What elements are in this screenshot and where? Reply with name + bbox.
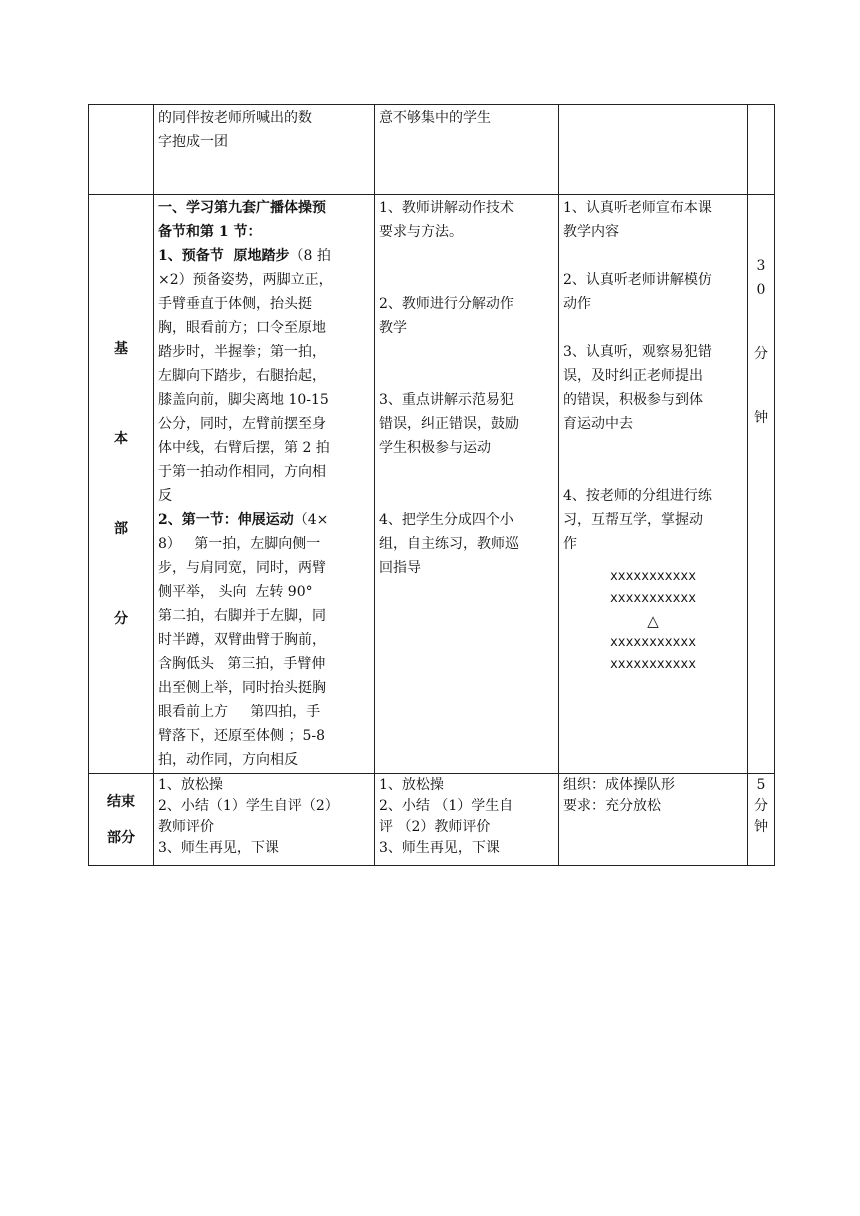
student-line: 作 xyxy=(563,536,577,552)
formation-row: xxxxxxxxxxx xyxy=(609,569,697,584)
section-char: 部分 xyxy=(107,829,135,846)
time-cell-empty xyxy=(748,105,775,195)
content-cell xyxy=(154,195,375,774)
teacher-line: 要求与方法。 xyxy=(379,224,463,240)
teacher-line: 错误，纠正错误，鼓励 xyxy=(379,416,519,432)
content-line: 含胸低头 第三拍，手臂伸 xyxy=(158,656,326,672)
content-line: 的同伴按老师所喊出的数 xyxy=(158,110,312,126)
teacher-triangle-marker: △ xyxy=(647,612,659,630)
teacher-line: 学生积极参与运动 xyxy=(379,440,491,456)
teacher-line: 2、教师进行分解动作 xyxy=(379,296,514,312)
time-char: 钟 xyxy=(754,410,768,426)
student-line: 组织：成体操队形 xyxy=(563,777,675,793)
teacher-line: 回指导 xyxy=(379,560,421,576)
formation-diagram xyxy=(563,566,743,676)
content-line: 第二拍，右脚并于左脚，同 xyxy=(158,608,326,624)
student-cell-empty xyxy=(559,105,748,195)
student-line: 4、按老师的分组进行练 xyxy=(563,488,712,504)
time-char: 分 xyxy=(754,346,768,362)
content-line: 侧平举， 头向 左转 90° xyxy=(158,584,313,600)
student-line: 教学内容 xyxy=(563,224,619,240)
content-line: 步，与肩同宽，同时，两臂 xyxy=(158,560,326,576)
student-line: 习，互帮互学，掌握动 xyxy=(563,512,703,528)
formation-row: xxxxxxxxxxx xyxy=(609,591,697,606)
teacher-line: 3、师生再见，下课 xyxy=(379,840,500,856)
content-title-line: 一、学习第九套广播体操预 xyxy=(158,200,326,216)
content-line: 2、小结（1）学生自评（2） xyxy=(158,798,339,814)
content-line: 3、师生再见，下课 xyxy=(158,840,279,856)
content-line: （4× xyxy=(293,512,329,528)
teacher-line: 1、教师讲解动作技术 xyxy=(379,200,514,216)
formation-row: xxxxxxxxxxx xyxy=(609,635,697,650)
content-cell xyxy=(154,774,375,866)
time-char: 钟 xyxy=(754,819,768,835)
student-line: 要求：充分放松 xyxy=(563,798,661,814)
section-label-end xyxy=(89,774,154,866)
student-line: 2、认真听老师讲解模仿 xyxy=(563,272,712,288)
time-char: 0 xyxy=(756,282,766,298)
teacher-line: 2、小结 （1）学生自 xyxy=(379,798,514,814)
teacher-line: 4、把学生分成四个小 xyxy=(379,512,514,528)
time-char: 3 xyxy=(756,258,766,274)
section-cell-empty xyxy=(89,105,154,195)
time-char: 5 xyxy=(756,777,766,793)
formation-row: xxxxxxxxxxx xyxy=(609,657,697,672)
content-line: 于第一拍动作相同，方向相 xyxy=(158,464,326,480)
content-line: 左脚向下踏步，右腿抬起， xyxy=(158,368,326,384)
content-cell xyxy=(154,105,375,195)
content-line: 膝盖向前，脚尖离地 10-15 xyxy=(158,392,329,408)
content-title-line: 备节和第 1 节： xyxy=(158,224,262,240)
content-line: 字抱成一团 xyxy=(158,134,228,150)
student-cell xyxy=(559,195,748,774)
content-line: 胸，眼看前方；口令至原地 xyxy=(158,320,326,336)
section-char: 分 xyxy=(114,611,128,627)
time-cell xyxy=(748,195,775,774)
time-cell xyxy=(748,774,775,866)
content-line: 体中线，右臂后摆，第 2 拍 xyxy=(158,440,330,456)
student-line: 的错误，积极参与到体 xyxy=(563,392,703,408)
content-subheading: 2、第一节：伸展运动 xyxy=(158,512,294,528)
student-line: 育运动中去 xyxy=(563,416,633,432)
student-line: 3、认真听，观察易犯错 xyxy=(563,344,712,360)
content-line: 8） 第一拍，左脚向侧一 xyxy=(158,536,321,552)
teacher-line: 评 （2）教师评价 xyxy=(379,819,491,835)
section-char: 基 xyxy=(114,341,128,357)
time-char: 分 xyxy=(754,798,768,814)
student-line: 1、认真听老师宣布本课 xyxy=(563,200,712,216)
content-line: 手臂垂直于体侧，抬头挺 xyxy=(158,296,312,312)
teacher-cell xyxy=(375,105,559,195)
teacher-cell xyxy=(375,774,559,866)
section-char: 本 xyxy=(114,431,128,447)
teacher-line: 意不够集中的学生 xyxy=(379,110,491,126)
student-line: 误，及时纠正老师提出 xyxy=(563,368,703,384)
content-line: （8 拍 xyxy=(289,248,331,264)
content-subheading: 1、预备节 原地踏步 xyxy=(158,248,290,264)
student-cell xyxy=(559,774,748,866)
table-row-end-part xyxy=(89,774,775,866)
content-line: 教师评价 xyxy=(158,819,214,835)
table-row-basic-part xyxy=(89,195,775,774)
content-line: 出至侧上举，同时抬头挺胸 xyxy=(158,680,326,696)
table-row-continuation xyxy=(89,105,775,195)
content-line: ×2）预备姿势，两脚立正， xyxy=(158,272,333,288)
content-line: 1、放松操 xyxy=(158,777,223,793)
content-line: 臂落下，还原至体侧 ；5-8 xyxy=(158,728,325,744)
teacher-line: 3、重点讲解示范易犯 xyxy=(379,392,514,408)
teacher-line: 教学 xyxy=(379,320,407,336)
section-char: 部 xyxy=(114,521,128,537)
lesson-plan-table xyxy=(88,104,775,866)
student-line: 动作 xyxy=(563,296,591,312)
content-line: 拍，动作同，方向相反 xyxy=(158,752,298,768)
content-line: 反 xyxy=(158,488,172,504)
teacher-line: 组，自主练习，教师巡 xyxy=(379,536,519,552)
content-line: 眼看前上方 第四拍，手 xyxy=(158,704,321,720)
teacher-cell xyxy=(375,195,559,774)
section-label-basic xyxy=(89,195,154,774)
teacher-line: 1、放松操 xyxy=(379,777,444,793)
content-line: 时半蹲，双臂曲臂于胸前， xyxy=(158,632,326,648)
content-line: 公分，同时，左臂前摆至身 xyxy=(158,416,326,432)
section-char: 结束 xyxy=(107,793,135,810)
content-line: 踏步时，半握拳；第一拍， xyxy=(158,344,326,360)
